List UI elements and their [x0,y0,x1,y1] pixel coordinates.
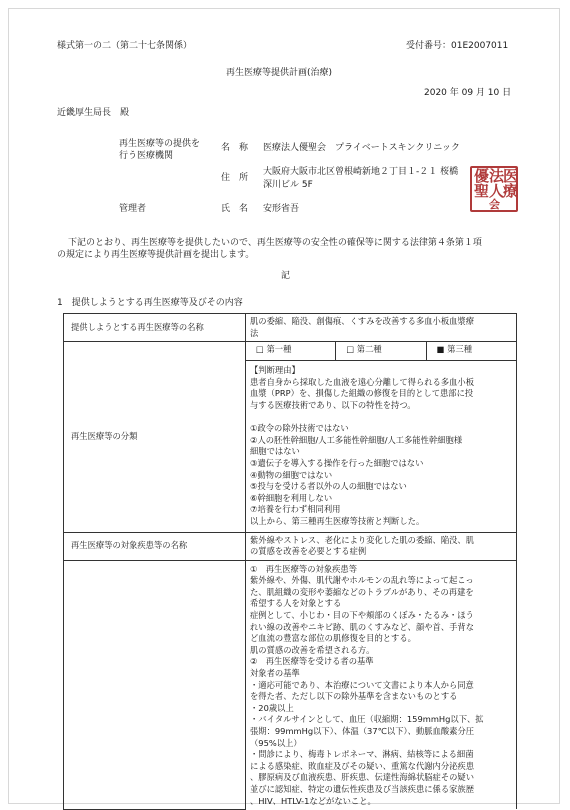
plan-content-table [63,313,517,810]
seal-char: 優 [474,167,490,185]
criteria-line: 肌の質感の改善を希望される方。 [250,644,375,655]
therapy-name-label: 提供しようとする再生医療等の名称 [64,314,246,342]
table-row [64,342,517,361]
criteria-line: ・問診により、梅毒トレポネーマ、淋病、結核等による細菌 [250,749,474,760]
address-line2: 深川ビル 5F [263,180,313,190]
name-label: 名 称 [221,143,249,153]
therapy-name-value [246,314,517,342]
reason-line: ③遺伝子を導入する操作を行った細胞ではない [250,457,424,468]
target-disease-line: 紫外線やストレス、老化により変化した肌の委縮、陥没、肌 [250,534,475,545]
address-line1: 大阪府大阪市北区曾根崎新地２丁目１-２１ 桜橋 [263,167,459,177]
criteria-line: ② 再生医療等を受ける者の基準 [250,656,374,667]
provider-label-line1: 再生医療等の提供を [119,139,201,149]
submission-date: 2020 年 09 月 10 日 [424,88,512,98]
addressee: 近畿厚生局長 殿 [57,108,130,118]
reason-line: 細胞ではない [250,446,300,457]
seal-char: 会 [489,198,500,211]
manager-name: 安形省吾 [263,204,300,214]
receipt-number: 受付番号：01E2007011 [406,41,509,51]
seal-char: 医 [503,167,519,185]
criteria-line: を得た者、ただし以下の除外基準を含まないものとする [250,691,458,702]
classification-categories [246,342,517,361]
table-row [64,314,517,342]
ki-mark: 記 [281,271,291,281]
provider-label-line2: 行う医療機関 [119,151,174,161]
form-label: 様式第一の二（第二十七条関係） [57,41,193,51]
seal-char: 聖 [474,182,490,200]
person-label: 氏 名 [221,204,249,214]
target-disease-line: の質感を改善を必要とする症例 [250,546,367,557]
category-second: □ 第二種 [336,342,426,360]
criteria-line: 対象者の基準 [250,668,300,679]
criteria-line: ① 再生医療等の対象疾患等 [250,563,358,574]
target-disease-value [246,532,517,560]
table-row [64,532,517,560]
reason-line: ⑦培養を行わず相同利用 [250,504,341,515]
criteria-line: 希望する人を対象とする [250,598,342,609]
section-heading: 1 提供しようとする再生医療等及びその内容 [57,298,243,308]
criteria-line: ど血流の豊富な部位の肌修復を目的とする。 [250,633,416,644]
criteria-line: 紫外線や、外傷、肌代謝やホルモンの乱れ等によって起こっ [250,575,474,586]
category-third: ■ 第三種 [436,344,473,355]
reason-line: 患者自身から採取した血液を遠心分離して得られる多血小板 [250,376,475,387]
criteria-line: れい線の改善やニキビ跡、肌のくすみなど、顔や首、手背な [250,621,475,632]
criteria-line: （95%以上） [250,737,302,748]
reason-line: ⑤投与を受ける者以外の人の細胞ではない [250,481,407,492]
reason-line: ⑥幹細胞を利用しない [250,492,333,503]
reason-line: 【判断理由】 [250,365,300,376]
criteria-line: 、膠原病及び血液疾患、肝疾患、伝達性海綿状脳症その疑い [250,772,475,783]
intro-line1: 下記のとおり、再生医療等を提供したいので、再生医療等の安全性の確保等に関する法律第４条第１項 [68,238,482,248]
criteria-line: ・20歳以上 [250,702,294,713]
reason-line: ①政令の除外技術ではない [250,423,349,434]
criteria-line: による感染症、敗血症及びその疑い、重篤な代謝内分泌疾患 [250,760,475,771]
reason-line: ②人の胚性幹細胞/人工多能性幹細胞/人工多能性幹細胞様 [250,434,463,445]
clinic-seal-stamp [470,166,518,212]
empty-label-cell [64,560,246,809]
table-row [64,560,517,809]
criteria-line: 並びに認知症、特定の遺伝性疾患及び当該疾患に係る家族歴 [250,783,475,794]
seal-char: 療 [503,182,519,200]
criteria-line: ・バイタルサインとして、血圧（収縮期：159mmHg以下、拡 [250,714,484,725]
classification-label: 再生医療等の分類 [64,342,246,532]
classification-reason [246,361,517,532]
criteria-line: 、HIV、HTLV-1などがないこと。 [250,795,376,806]
manager-label: 管理者 [119,204,147,214]
address-label: 住 所 [221,173,249,183]
category-first: □ 第一種 [246,342,336,360]
criteria-line: 症例として、小じわ・目の下や頬部のくぼみ・たるみ・ほう [250,610,474,621]
seal-char: 法 [489,167,505,185]
target-criteria [246,560,517,809]
reason-line: 与する医療技術であり、以下の特性を持つ。 [250,399,416,410]
reason-line: ④動物の細胞ではない [250,469,333,480]
therapy-name-line: 肌の委縮、陥没、創傷痕、くすみを改善する多血小板血漿療 [250,316,475,326]
reason-line: 血漿（PRP）を、損傷した組織の修復を目的として患部に投 [250,388,474,399]
target-disease-label: 再生医療等の対象疾患等の名称 [64,532,246,560]
reason-line: 以上から、第三種再生医療等技術と判断した。 [250,515,425,526]
seal-char: 人 [489,182,505,200]
reason-line [250,412,512,424]
criteria-line: た、肌組織の変形や萎縮などのトラブルがあり、その再建を [250,586,474,597]
criteria-line: ・適応可能であり、本治療について文書により本人から同意 [250,679,474,690]
criteria-line: 張期：99mmHg以下）、体温（37℃以下）、動脈血酸素分圧 [250,726,475,736]
intro-line2: の規定により再生医療等提供計画を提出します。 [57,250,255,260]
clinic-name: 医療法人優聖会 プライベートスキンクリニック [263,143,460,153]
document-title: 再生医療等提供計画(治療) [226,68,333,78]
therapy-name-line: 法 [250,327,259,338]
